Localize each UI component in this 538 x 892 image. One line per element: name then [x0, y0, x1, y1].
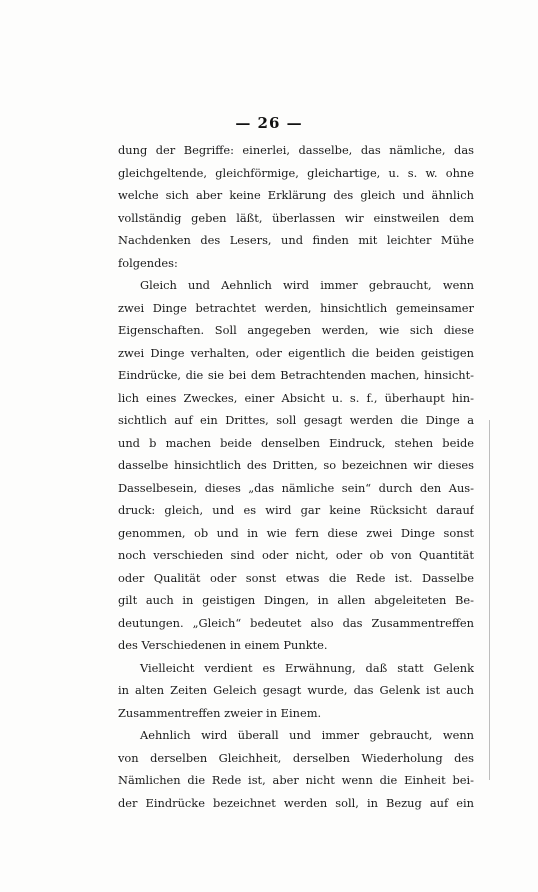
- text-line: Gleich und Aehnlich wird immer gebraucht, wenn: [140, 278, 474, 292]
- text-line: Vielleicht verdient es Erwähnung, daß statt Gelenk: [140, 660, 474, 675]
- text-line: dasselbe hinsichtlich des Dritten, so bezeichnen wir dieses: [118, 458, 474, 472]
- text-line: noch verschieden sind oder nicht, oder ob von Quantität: [118, 548, 474, 562]
- text-line: Dasselbesein, dieses „das nämliche sein“ durch den Aus-: [118, 480, 474, 495]
- text-line: folgendes:: [118, 255, 178, 270]
- text-line: zwei Dinge verhalten, oder eigentlich die beiden geistigen: [118, 345, 474, 360]
- body-text: [118, 139, 474, 814]
- margin-line: [489, 420, 490, 780]
- text-line: Nachdenken des Lesers, und finden mit leichter Mühe: [118, 233, 474, 247]
- text-line: druck: gleich, und es wird gar keine Rücksicht darauf: [118, 503, 474, 517]
- text-line: lich eines Zweckes, einer Absicht u. s. f., überhaupt hin-: [118, 390, 474, 405]
- text-line: gleichgeltende, gleichförmige, gleichartige, u. s. w. ohne: [118, 165, 474, 180]
- text-line: Aehnlich wird überall und immer gebraucht, wenn: [140, 728, 474, 742]
- text-line: von derselben Gleichheit, derselben Wiederholung des: [118, 750, 474, 765]
- text-line: dung der Begriffe: einerlei, dasselbe, das nämliche, das: [118, 143, 474, 157]
- text-line: oder Qualität oder sonst etwas die Rede ist. Dasselbe: [118, 570, 474, 585]
- text-line: sichtlich auf ein Drittes, soll gesagt werden die Dinge a: [118, 413, 474, 427]
- text-line: genommen, ob und in wie fern diese zwei Dinge sonst: [118, 525, 474, 540]
- page-number: — 26 —: [235, 114, 303, 132]
- text-line: Nämlichen die Rede ist, aber nicht wenn die Einheit bei-: [118, 773, 474, 787]
- text-line: welche sich aber keine Erklärung des gleich und ähnlich: [118, 188, 474, 202]
- text-line: deutungen. „Gleich“ bedeutet also das Zusammentreffen: [118, 615, 474, 630]
- text-line: gilt auch in geistigen Dingen, in allen abgeleiteten Be-: [118, 593, 474, 607]
- text-line: Eigenschaften. Soll angegeben werden, wie sich diese: [118, 323, 474, 337]
- text-line: der Eindrücke bezeichnet werden soll, in Bezug auf ein: [118, 795, 474, 810]
- text-line: Eindrücke, die sie bei dem Betrachtenden machen, hinsicht-: [118, 368, 474, 382]
- text-line: Zusammentreffen zweier in Einem.: [118, 705, 322, 720]
- text-line: des Verschiedenen in einem Punkte.: [118, 638, 328, 652]
- text-line: und b machen beide denselben Eindruck, stehen beide: [118, 435, 474, 450]
- text-line: zwei Dinge betrachtet werden, hinsichtlich gemeinsamer: [118, 300, 474, 315]
- text-line: in alten Zeiten Geleich gesagt wurde, das Gelenk ist auch: [118, 683, 474, 697]
- text-line: vollständig geben läßt, überlassen wir einstweilen dem: [118, 210, 474, 225]
